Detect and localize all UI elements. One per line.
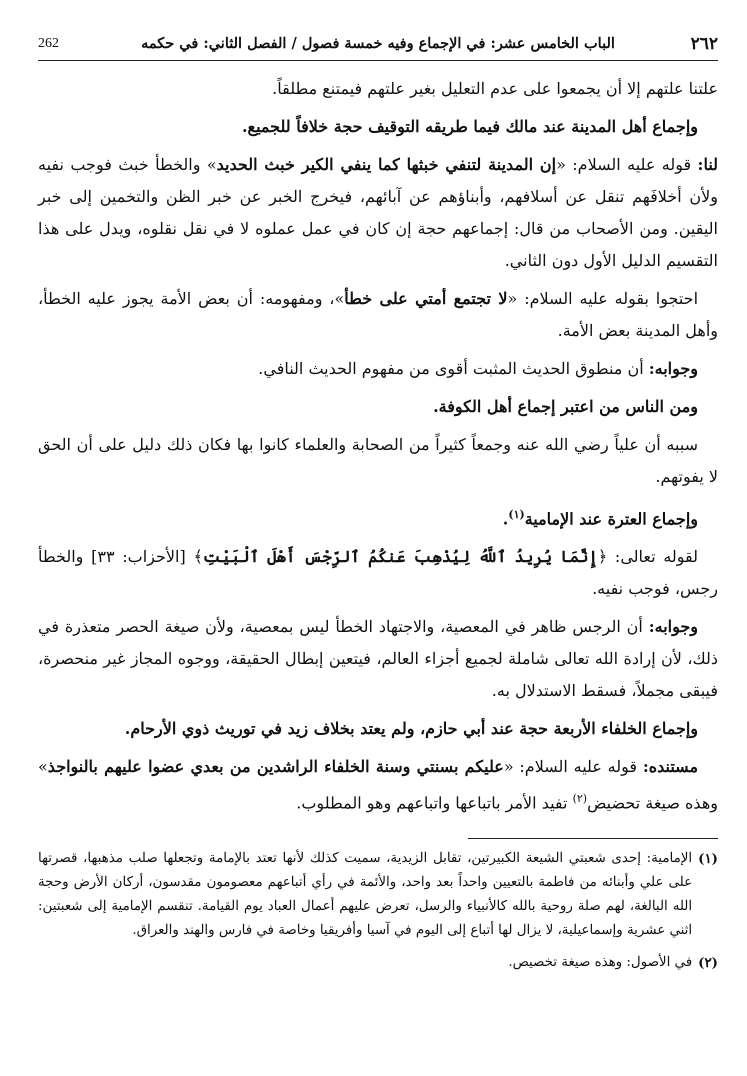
paragraph-8-end: .: [502, 509, 509, 529]
footnote-ref-1: (١): [508, 508, 525, 521]
main-text: [38, 73, 718, 820]
footnote-1-number: (١): [698, 850, 718, 867]
paragraph-10: [38, 611, 718, 707]
book-page: [38, 30, 718, 1050]
hadith-quote-2: لا تجتمع أمتي على خطأ: [344, 289, 508, 308]
footnote-2: [38, 951, 718, 975]
paragraph-10-text: أن الرجس ظاهر في المعصية، والاجتهاد الخطأ ليس بمعصية، ولأن صيغة الحصر متعذرة في ذلك، لأن إرادة الله تعالى شاملة لجميع أجزاء العالم، فيتعين إبطال الحقيقة، ووجوه المجاز غير منحصرة، فيبقى مجملاً، فسقط الاستدلال به.: [38, 617, 718, 701]
paragraph-12-lead: مستنده:: [642, 757, 699, 777]
footnotes: [38, 847, 718, 975]
paragraph-2-heading: [38, 111, 718, 143]
paragraph-8-text: وإجماع العترة عند الإمامية: [524, 509, 698, 529]
footnote-separator: [468, 838, 718, 839]
paragraph-6-heading: [38, 391, 718, 423]
page-header: [38, 30, 718, 61]
quran-verse: إِنَّمَا يُرِيدُ ٱللَّهُ لِيُذْهِبَ عَنكُمُ ٱلرِّجْسَ أَهْلَ ٱلْبَيْتِ: [202, 547, 598, 567]
paragraph-6-text: ومن الناس من اعتبر إجماع أهل الكوفة.: [433, 397, 698, 416]
paragraph-9: [38, 541, 718, 605]
paragraph-11-heading: [38, 713, 718, 745]
paragraph-5-lead: وجوابه:: [648, 359, 698, 378]
paragraph-11-text: وإجماع الخلفاء الأربعة حجة عند أبي حازم، ولم يعتد بخلاف زيد في توريث ذوي الأرحام.: [124, 719, 698, 739]
paragraph-5-text: أن منطوق الحديث المثبت أقوى من مفهوم الحديث النافي.: [258, 359, 649, 378]
paragraph-3: [38, 149, 718, 277]
hadith-quote-1: إن المدينة لتنفي خبثها كما ينفي الكير خبث الحديد: [216, 155, 557, 174]
footnote-1: [38, 847, 718, 943]
footnote-2-number: (٢): [698, 954, 718, 971]
paragraph-12-end: تفيد الأمر باتباعها واتباعهم وهو المطلوب.: [296, 793, 573, 813]
paragraph-7-text: سببه أن علياً رضي الله عنه وجمعاً كثيراً من الصحابة والعلماء كانوا بها فكان ذلك دليل على أن الحق لا يفوتهم.: [38, 435, 718, 486]
paragraph-12: [38, 751, 718, 819]
paragraph-3-text: » والخطأ خبث فوجب نفيه ولأن أخلافَهم تنقل عن أسلافهم، وأبناؤهم عن آبائهم، فيخرج الخبر عن خبر الظن والتخمين إلى خبر اليقين. ومن الأصحاب من قال: إجماعهم حجة إن كان في عمل عملوه لا في نقل نقلوه، ويدل على هذا التقسيم الدليل الأول دون الثاني.: [38, 155, 718, 270]
paragraph-1: [38, 73, 718, 105]
page-number-arabic: ٢٦٢: [690, 34, 718, 54]
footnote-2-text: في الأصول: وهذه صيغة تخصيص.: [508, 954, 693, 970]
paragraph-4: [38, 283, 718, 347]
page-number-latin: 262: [38, 36, 59, 51]
paragraph-9-text: ﴾ [الأحزاب: ٣٣] والخطأ رجس، فوجب نفيه.: [38, 547, 718, 599]
paragraph-8-heading: [38, 499, 718, 535]
footnote-1-text: الإمامية: إحدى شعبتي الشيعة الكبيرتين، تقابل الزيدية، سميت كذلك لأنها تعتد بالإمامة وتجعلها صلب مذهبها، قصرتها على علي وأبنائه من فاطمة بالتعيين واحداً بعد واحد، والأئمة في رأي أتباعهم معصومون مقدسون، أركان الأرض وحجة الله البالغة، لهم صلة روحية بالله كالأنبياء والرسل، تعرض عليهم أعمال العباد يوم القيامة. تنقسم الإمامية إلى شعبتين: اثني عشرية وإسماعيلية، لا يزال لها أتباع إلى اليوم في آسيا وأفريقيا وخاصة في فارس والهند والعراق.: [38, 850, 693, 938]
paragraph-2-text: وإجماع أهل المدينة عند مالك فيما طريقه التوقيف حجة خلافاً للجميع.: [241, 117, 698, 136]
paragraph-9-intro: لقوله تعالى: ﴿: [597, 547, 698, 567]
paragraph-12-intro: قوله عليه السلام: «: [503, 757, 643, 777]
paragraph-12-text: » وهذه صيغة تحضيض: [38, 757, 718, 813]
paragraph-10-lead: وجوابه:: [648, 617, 698, 637]
hadith-quote-3: عليكم بسنتي وسنة الخلفاء الراشدين من بعدي عضوا عليهم بالنواجذ: [47, 757, 504, 777]
running-title: الباب الخامس عشر: في الإجماع وفيه خمسة فصول / الفصل الثاني: في حكمه: [141, 35, 615, 52]
paragraph-3-intro: قوله عليه السلام: «: [556, 155, 698, 174]
footnote-ref-2: (٢): [572, 792, 588, 806]
paragraph-3-lead: لنا:: [697, 155, 719, 174]
paragraph-4-text: »، ومفهومه: أن بعض الأمة يجوز عليه الخطأ، وأهل المدينة بعض الأمة.: [38, 289, 718, 340]
paragraph-5: [38, 353, 718, 385]
paragraph-1-text: علتنا علتهم إلا أن يجمعوا على عدم التعليل بغير علتهم فيمتنع مطلقاً.: [272, 79, 718, 98]
paragraph-7: [38, 429, 718, 493]
paragraph-4-intro: احتجوا بقوله عليه السلام: «: [507, 289, 699, 308]
